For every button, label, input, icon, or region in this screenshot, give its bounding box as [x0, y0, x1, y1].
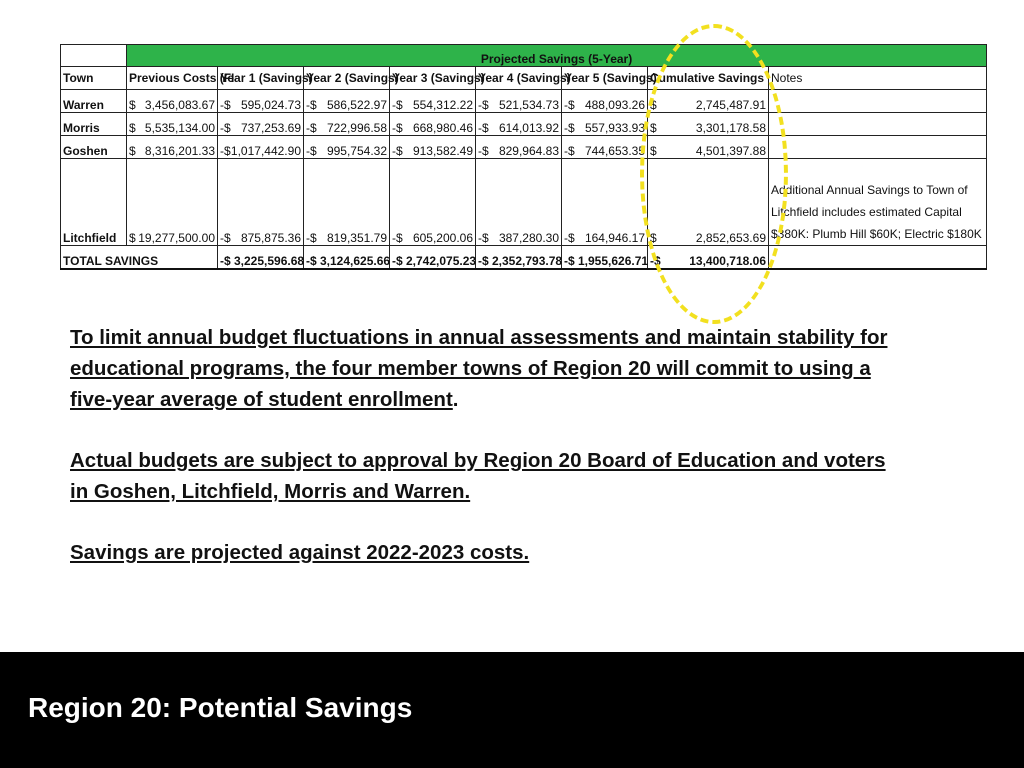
total-y1: -$ 3,225,596.68: [218, 246, 304, 270]
column-header: Notes: [769, 67, 987, 90]
total-y2: -$ 3,124,625.66: [304, 246, 390, 270]
savings-cell: -$ 744,653.35: [562, 136, 648, 159]
currency-sign: -$: [392, 144, 403, 158]
savings-cell: -$ 668,980.46: [390, 113, 476, 136]
slide-title: Region 20: Potential Savings: [28, 692, 413, 723]
savings-table-image: [60, 44, 986, 270]
total-y5: -$ 1,955,626.71: [562, 246, 648, 270]
currency-sign: $: [129, 144, 136, 158]
town-cell: Goshen: [61, 136, 127, 159]
table-header-row: [61, 67, 987, 90]
column-header: Year 1 (Savings): [218, 67, 304, 90]
currency-sign: -$: [392, 121, 403, 135]
total-cumulative-value: 13,400,718.06: [689, 254, 766, 268]
town-cell: Warren: [61, 90, 127, 113]
currency-sign: -$: [220, 98, 231, 112]
column-header: Year 5 (Savings): [562, 67, 648, 90]
town-cell: Morris: [61, 113, 127, 136]
notes-cell: Additional Annual Savings to Town of Litchfield includes estimated Capital $380K: Plumb Hill $60K; Electric $180K: [769, 159, 987, 246]
currency-sign: -$: [306, 121, 317, 135]
savings-cell: -$ 557,933.93: [562, 113, 648, 136]
column-header: Cumulative Savings: [648, 67, 769, 90]
table-row: [61, 136, 987, 159]
statement-baseline: Savings are projected against 2022-2023 costs.: [70, 541, 530, 564]
savings-cell: -$ 595,024.73: [218, 90, 304, 113]
currency-sign: -$: [306, 144, 317, 158]
cumulative-cell: $ 2,745,487.91: [648, 90, 769, 113]
currency-sign: $: [129, 98, 136, 112]
table-row: [61, 159, 987, 246]
currency-sign: -$: [650, 254, 661, 268]
currency-sign: $: [650, 121, 657, 135]
currency-sign: $: [650, 231, 657, 245]
savings-cell: -$ 554,312.22: [390, 90, 476, 113]
column-header: Year 3 (Savings): [390, 67, 476, 90]
total-y3: -$ 2,742,075.23: [390, 246, 476, 270]
currency-sign: -$: [564, 98, 575, 112]
column-header: Year 4 (Savings): [476, 67, 562, 90]
cumulative-cell: $ 2,852,653.69: [648, 159, 769, 246]
savings-cell: -$ 488,093.26: [562, 90, 648, 113]
total-label: TOTAL SAVINGS: [61, 246, 218, 270]
currency-sign: -$: [392, 231, 403, 245]
currency-sign: $: [650, 98, 657, 112]
savings-cell: -$ 875,875.36: [218, 159, 304, 246]
currency-sign: -$: [220, 121, 231, 135]
previous-cost-cell: $ 19,277,500.00: [127, 159, 218, 246]
column-header: Town: [61, 67, 127, 90]
currency-sign: $: [129, 121, 136, 135]
currency-sign: -$: [220, 144, 231, 158]
total-row: [61, 246, 987, 270]
savings-cell: -$ 521,534.73: [476, 90, 562, 113]
currency-sign: $: [129, 231, 136, 245]
currency-sign: -$: [478, 231, 489, 245]
currency-sign: -$: [564, 231, 575, 245]
table-banner: Projected Savings (5-Year): [127, 45, 987, 67]
savings-cell: -$ 913,582.49: [390, 136, 476, 159]
currency-sign: -$: [306, 231, 317, 245]
notes-cell: [769, 113, 987, 136]
cumulative-cell: $ 4,501,397.88: [648, 136, 769, 159]
currency-sign: -$: [220, 231, 231, 245]
previous-cost-cell: $ 5,535,134.00: [127, 113, 218, 136]
currency-sign: -$: [478, 121, 489, 135]
total-y4: -$ 2,352,793.78: [476, 246, 562, 270]
notes-cell: [769, 136, 987, 159]
statement-approval: Actual budgets are subject to approval by Region 20 Board of Education and voters in Goshen, Litchfield, Morris and Warren.: [70, 449, 886, 503]
savings-cell: -$ 586,522.97: [304, 90, 390, 113]
savings-cell: -$ 819,351.79: [304, 159, 390, 246]
currency-sign: -$: [478, 144, 489, 158]
cumulative-cell: $ 3,301,178.58: [648, 113, 769, 136]
savings-cell: -$ 829,964.83: [476, 136, 562, 159]
previous-cost-cell: $ 8,316,201.33: [127, 136, 218, 159]
savings-cell: -$ 164,946.17: [562, 159, 648, 246]
savings-cell: -$ 1,017,442.90: [218, 136, 304, 159]
currency-sign: -$: [478, 98, 489, 112]
previous-cost-cell: $ 3,456,083.67: [127, 90, 218, 113]
savings-cell: -$ 737,253.69: [218, 113, 304, 136]
savings-cell: -$ 995,754.32: [304, 136, 390, 159]
policy-statements: [70, 322, 890, 598]
currency-sign: -$: [564, 121, 575, 135]
currency-sign: -$: [306, 98, 317, 112]
statement-enrollment: To limit annual budget fluctuations in annual assessments and maintain stability for educational programs, the four member towns of Region 20 will commit to using a five-year average of student enrollment.: [70, 326, 888, 411]
currency-sign: $: [650, 144, 657, 158]
table-row: [61, 90, 987, 113]
savings-table: [60, 44, 987, 270]
notes-cell: [769, 90, 987, 113]
table-banner-row: [61, 45, 987, 67]
table-row: [61, 113, 987, 136]
column-header: Year 2 (Savings): [304, 67, 390, 90]
savings-cell: -$ 605,200.06: [390, 159, 476, 246]
total-cumulative: [648, 246, 769, 270]
savings-cell: -$ 387,280.30: [476, 159, 562, 246]
savings-cell: -$ 614,013.92: [476, 113, 562, 136]
column-header: Previous Costs (FI: [127, 67, 218, 90]
town-cell: Litchfield: [61, 159, 127, 246]
currency-sign: -$: [392, 98, 403, 112]
currency-sign: -$: [564, 144, 575, 158]
savings-cell: -$ 722,996.58: [304, 113, 390, 136]
